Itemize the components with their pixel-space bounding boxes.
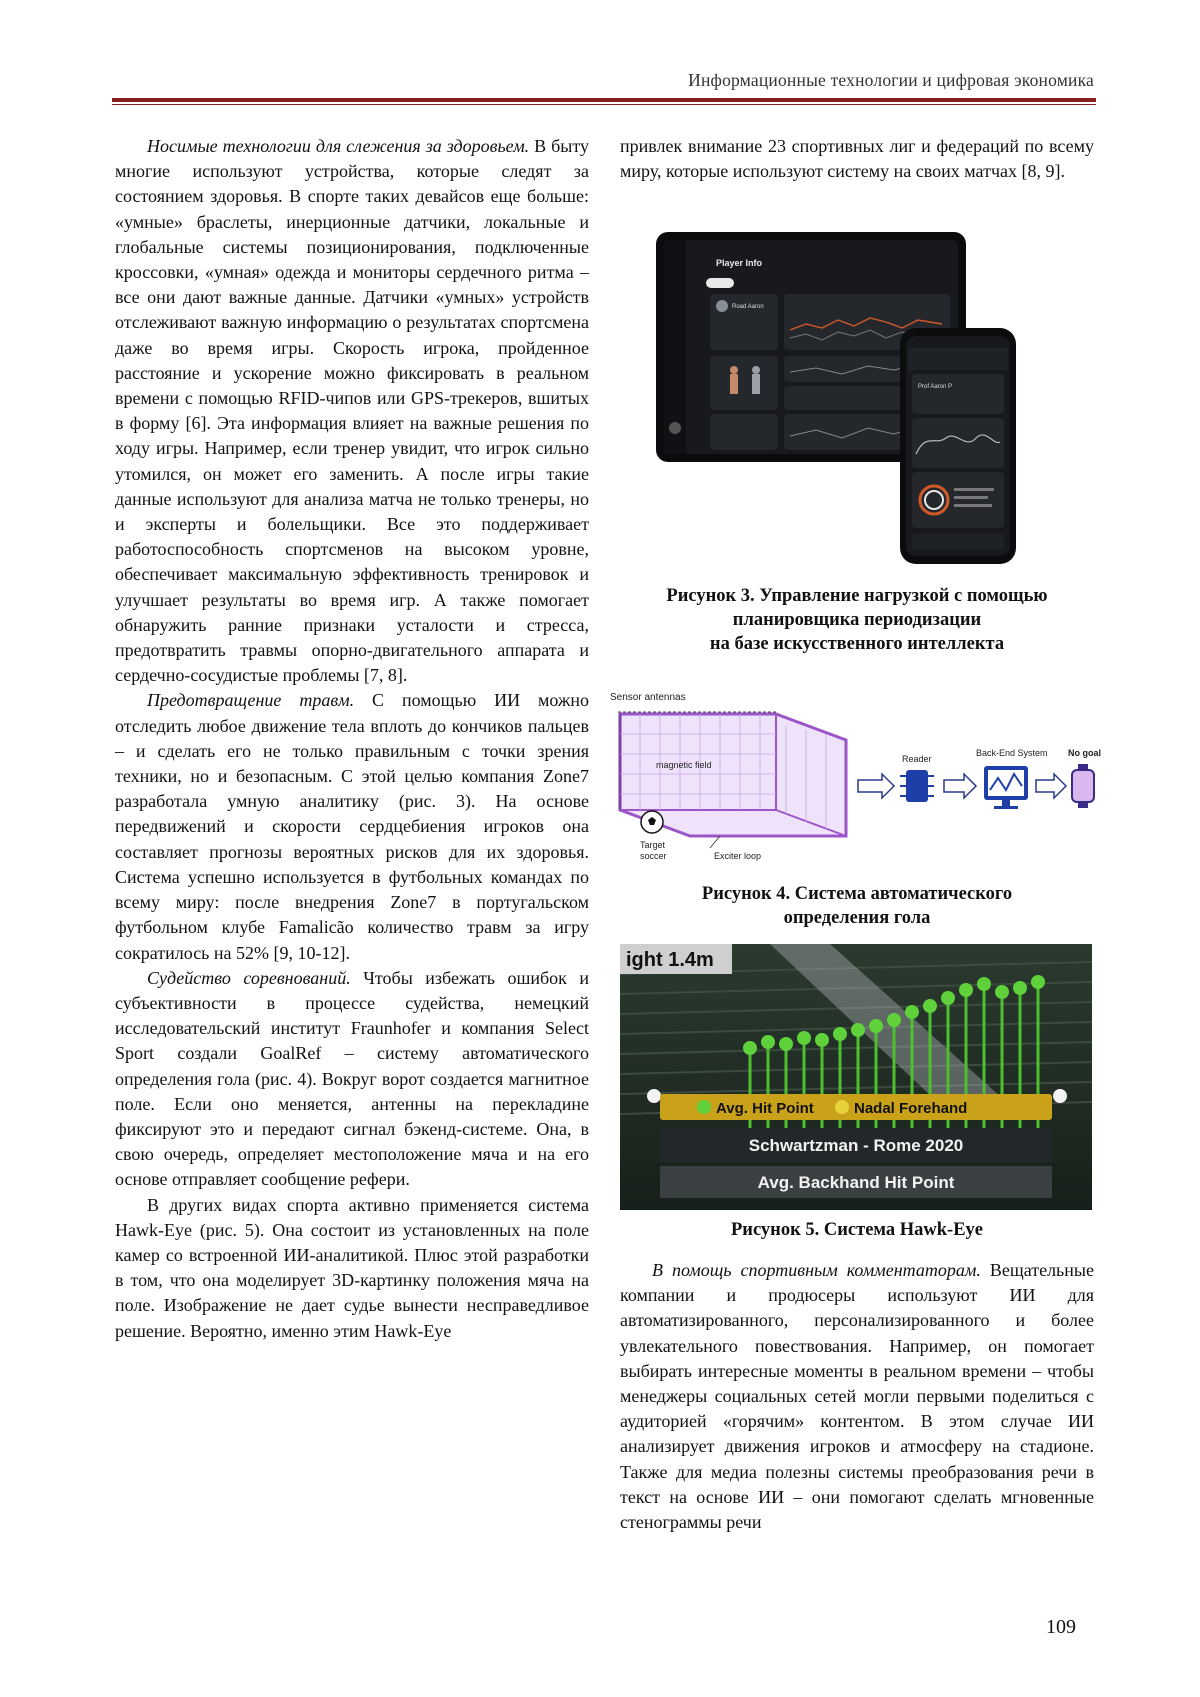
label-target-1: Target	[640, 840, 666, 850]
label-reader: Reader	[902, 754, 932, 764]
label-exciter-loop: Exciter loop	[714, 851, 762, 861]
paragraph-lead: Носимые технологии для слежения за здоровьем.	[147, 136, 530, 156]
right-column-lower	[620, 1258, 1094, 1535]
page-number: 109	[1046, 1616, 1076, 1638]
paragraph-body: В быту многие используют устройства, которые следят за состоянием здоровья. В спорте таких девайсов еще больше: «умные» браслеты, инерционные датчики, локальные и глобальные системы позиционирования, подключенные кроссовки, «умная» одежда и мониторы сердечного ритма – все они дают важные данные. Датчики «умных» устройств отслеживают важную информацию о результатах спортсмена даже во время игры. Скорость игрока, пройденное расстояние и ускорение можно фиксировать в реальном времени с помощью RFID-чипов или GPS-трекеров, вшитых в форму [6]. Эта информация влияет на важные решения по ходу игры. Например, если тренер увидит, что игрок сильно утомился, он может его заменить. А после игры такие данные используют для анализа матча не только тренеры, но и эксперты и болельщики. Все это поддерживает работоспособность спортсменов на высоком уровне, обеспечивает максимальную эффективность тренировок и улучшает результаты во время игр. А также помогает обнаружить ранние признаки усталости и стресса, предотвратить травмы опорно-двигательного аппарата и сердечно-сосудистые проблемы [7, 8].	[115, 136, 590, 686]
left-column	[115, 134, 589, 1344]
figure-5-caption: Рисунок 5. Система Hawk-Eye	[731, 1220, 983, 1240]
paragraph-lead: В помощь спортивным комментаторам.	[652, 1260, 981, 1280]
tablet-title: Player Info	[716, 258, 763, 268]
right-column	[620, 134, 1094, 184]
paragraph-injury-prevention	[115, 688, 589, 965]
avatar	[716, 300, 728, 312]
paragraph-refereeing	[115, 966, 589, 1193]
paragraph-body: С помощью ИИ можно отследить любое движение тела вплоть до кончиков пальцев – и сделать его не только правильным с точки зрения техники, но и безопасным. С этой целью компания Zone7 разработала умную аналитику (рис. 3). На основе передвижений и скорости сердцебиения игроков она составляет прогнозы вероятных рисков для их здоровья. Система успешно используется в футбольных командах по всему миру: после внедрения Zone7 в португальском футбольном клубе Famalicão количество травм за игру сократилось на 52% [9, 10-12].	[115, 690, 590, 963]
avg-hit-point-dot	[697, 1100, 711, 1114]
phone-player-name: Prof Aaron P	[918, 384, 953, 390]
label-magnetic-field: magnetic field	[656, 760, 712, 770]
paragraph-lead: Судейство соревнований.	[147, 967, 351, 988]
figure-4-diagram	[610, 686, 1104, 874]
height-readout: ight 1.4m	[626, 949, 714, 971]
header-rule-thick	[112, 98, 1096, 102]
figure-3-image	[656, 232, 1072, 580]
figure-3-caption	[610, 584, 1104, 656]
caption-line: на базе искусственного интеллекта	[709, 634, 1005, 654]
journal-title: Информационные технологии и цифровая экономика	[688, 70, 1094, 90]
legend-nadal-forehand: Nadal Forehand	[854, 1100, 968, 1117]
arrow-icon	[1036, 774, 1066, 798]
paragraph-continuation: привлек внимание 23 спортивных лиг и федераций по всему миру, которые используют систему на своих матчах [8, 9].	[620, 136, 1094, 182]
caption-line: Рисунок 4. Система автоматического	[701, 884, 1013, 904]
nadal-forehand-dot	[835, 1100, 849, 1114]
caption-line: планировщика периодизации	[732, 610, 982, 630]
figure-4-caption	[610, 882, 1104, 930]
paragraph-hawkeye: В других видах спорта активно применяется система Hawk-Eye (рис. 5). Она состоит из установленных на поле камер со встроенной ИИ-аналитикой. Плюс этой разработки в том, что она моделирует 3D-картинку положения мяча на поле. Изображение не дает судье вынести несправедливое решение. Вероятно, именно этим Hawk-Eye	[115, 1194, 589, 1341]
label-no-goal: No goal	[1068, 748, 1101, 758]
caption-line: Рисунок 3. Управление нагрузкой с помощью	[666, 586, 1048, 606]
player-name: Road Aaron	[732, 304, 764, 310]
legend-avg-hit-point: Avg. Hit Point	[716, 1100, 814, 1117]
running-header	[112, 64, 1096, 110]
match-title: Schwartzman - Rome 2020	[748, 1136, 964, 1155]
reader-chip-icon	[906, 770, 928, 802]
label-sensor-antennas: Sensor antennas	[610, 692, 686, 703]
paragraph-body: Чтобы избежать ошибок и субъективности в процессе судейства, немецкий исследовательский институт Fraunhofer и компания Select Sport создали GoalRef – систему автоматического определения гола (рис. 4). Вокруг ворот создается магнитное поле. Если оно меняется, антенны на перекладине фиксируют это и передают сигнал бэкенд-системе. Она, в свою очередь, определяет местоположение мяча и на его основе отправляет сообщение рефери.	[115, 967, 590, 1190]
arrow-icon	[858, 774, 894, 798]
figure-5-image	[620, 944, 1092, 1210]
label-target-2: soccer	[640, 851, 667, 861]
subtitle-text: Avg. Backhand Hit Point	[757, 1173, 955, 1192]
paragraph-body: Вещательные компании и продюсеры используют ИИ для автоматизированного, персонализированного и более увлекательного повествования. Например, он помогает выбирать интересные моменты в реальном времени – чтобы менеджеры социальных сетей могли первыми поделиться с аудиторией «горячим» контентом. В этом случае ИИ анализирует движения игроков и атмосферу на стадионе. Также для медиа полезны системы преобразования речи в текст на основе ИИ – они помогают сделать мгновенные стенограммы речи	[620, 1260, 1094, 1533]
paragraph-lead: Предотвращение травм.	[147, 690, 355, 711]
paragraph-wearables	[115, 134, 589, 688]
paragraph-commentators	[620, 1258, 1094, 1535]
tablet-sidebar	[664, 240, 686, 454]
watch-icon	[1072, 770, 1094, 802]
arrow-icon	[944, 774, 976, 798]
caption-line: определения гола	[783, 908, 931, 928]
header-rule-thin	[112, 104, 1096, 105]
label-back-end-system: Back-End System	[976, 748, 1048, 758]
